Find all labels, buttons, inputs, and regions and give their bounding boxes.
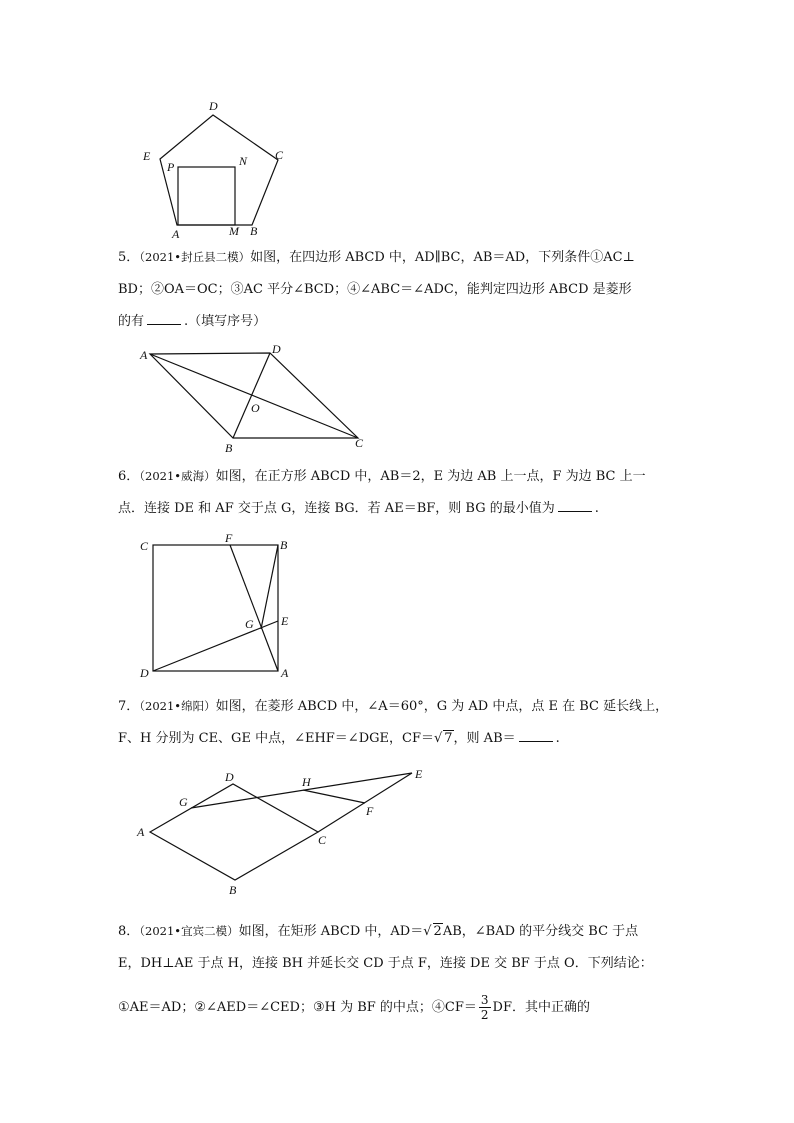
q7-source: （2021•绵阳） xyxy=(139,699,216,713)
q8-line-1: 8．（2021•宜宾二模）如图，在矩形 ABCD 中，AD＝√ 2AB，∠BAD 的平分线交 BC 于点 xyxy=(118,924,639,939)
q6-label-F: F xyxy=(225,533,233,545)
q7-label-G: G xyxy=(179,795,188,809)
q8-number: 8． xyxy=(118,924,140,939)
q7-number: 7． xyxy=(118,699,140,714)
q7-line-1: 7．（2021•绵阳）如图，在菱形 ABCD 中，∠A＝60°，G 为 AD 中点，点 E 在 BC 延长线上， xyxy=(118,699,669,714)
label-E: E xyxy=(143,149,151,163)
square-shape xyxy=(178,167,235,225)
q6-segment-DE xyxy=(153,621,278,671)
q7-label-C: C xyxy=(318,833,327,847)
q5-text-1: 如图，在四边形 ABCD 中，AD∥BC，AB＝AD，下列条件①AC⊥ xyxy=(250,250,635,265)
q7-label-A: A xyxy=(137,825,145,839)
q5-label-B: B xyxy=(225,441,233,455)
label-N: N xyxy=(239,154,248,168)
q6-source: （2021•威海） xyxy=(139,469,216,483)
label-A: A xyxy=(172,227,180,241)
q6-square-figure xyxy=(135,533,305,683)
q8-sqrt-value: 2 xyxy=(433,924,442,939)
q7-segment-HF xyxy=(303,790,365,803)
q7-rhombus-figure xyxy=(130,762,440,902)
question-8 xyxy=(118,915,690,1024)
label-P: P xyxy=(167,160,175,174)
q5-label-O: O xyxy=(251,401,260,415)
q5-number: 5． xyxy=(118,250,140,265)
q8-fraction xyxy=(479,993,491,1022)
q7-sqrt-sign: √ xyxy=(433,731,443,746)
q5-line-2: BD；②OA＝OC；③AC 平分∠BCD；④∠ABC＝∠ADC，能判定四边形 ABCD 是菱形 xyxy=(118,282,632,297)
q7-label-B: B xyxy=(229,883,237,897)
q7-rhombus xyxy=(150,784,318,880)
pentagon-square-figure xyxy=(135,95,295,245)
q5-label-A: A xyxy=(140,348,148,362)
q6-label-B: B xyxy=(280,538,288,552)
q7-label-E: E xyxy=(415,767,423,781)
label-B: B xyxy=(250,224,258,238)
q6-line-1: 6．（2021•威海）如图，在正方形 ABCD 中，AB＝2，E 为边 AB 上一点，F 为边 BC 上一 xyxy=(118,469,646,484)
q5-line-3: 的有 .（填写序号） xyxy=(118,306,690,338)
label-C: C xyxy=(275,148,284,162)
q6-line-2: 点．连接 DE 和 AF 交于点 G，连接 BG．若 AE＝BF，则 BG 的最小值为 . xyxy=(118,493,690,525)
q5-label-C: C xyxy=(355,436,364,450)
q5-parallelogram-figure xyxy=(135,340,375,460)
q8-line-2: E，DH⊥AE 于点 H，连接 BH 并延长交 CD 于点 F，连接 DE 交 BF 于点 O．下列结论： xyxy=(118,956,653,971)
q6-label-D: D xyxy=(140,666,149,680)
label-D: D xyxy=(209,99,218,113)
q5-diagonal-AC xyxy=(150,354,358,438)
label-M: M xyxy=(229,224,239,238)
q6-segment-AF xyxy=(230,545,278,671)
q6-segment-BG xyxy=(261,545,278,629)
q6-number: 6． xyxy=(118,469,140,484)
q6-square xyxy=(153,545,278,671)
q7-label-H: H xyxy=(302,775,311,789)
q7-sqrt-value: 7 xyxy=(444,731,453,746)
q5-line-1 xyxy=(118,241,690,274)
q6-answer-blank[interactable] xyxy=(558,497,592,512)
q8-fraction-denominator: 2 xyxy=(480,1008,489,1022)
q5-answer-blank[interactable] xyxy=(147,310,181,325)
q5-diagonal-BD xyxy=(233,353,270,438)
q5-label-D: D xyxy=(272,342,281,356)
q8-sqrt-sign: √ xyxy=(423,924,432,939)
q6-label-C: C xyxy=(140,539,149,553)
q6-label-E: E xyxy=(281,614,289,628)
q7-answer-blank[interactable] xyxy=(519,727,553,742)
question-6 xyxy=(118,460,690,525)
q7-label-F: F xyxy=(366,804,374,818)
q8-line-3: ①AE＝AD；②∠AED＝∠CED；③H 为 BF 的中点；④CF＝ $\frac{3}{2}$ DF．其中正确的 xyxy=(118,993,590,1022)
q7-line-2: F、H 分别为 CE、GE 中点，∠EHF＝∠DGE，CF＝√ 7，则 AB＝ . xyxy=(118,723,690,755)
q6-label-G: G xyxy=(245,617,254,631)
q8-source: （2021•宜宾二模） xyxy=(139,924,239,938)
q6-label-A: A xyxy=(281,666,289,680)
question-7 xyxy=(118,690,690,755)
q7-label-D: D xyxy=(225,770,234,784)
question-5 xyxy=(118,241,690,338)
q5-source: （2021•封丘县二模） xyxy=(139,250,251,264)
q8-fraction-numerator: 3 xyxy=(480,993,489,1007)
